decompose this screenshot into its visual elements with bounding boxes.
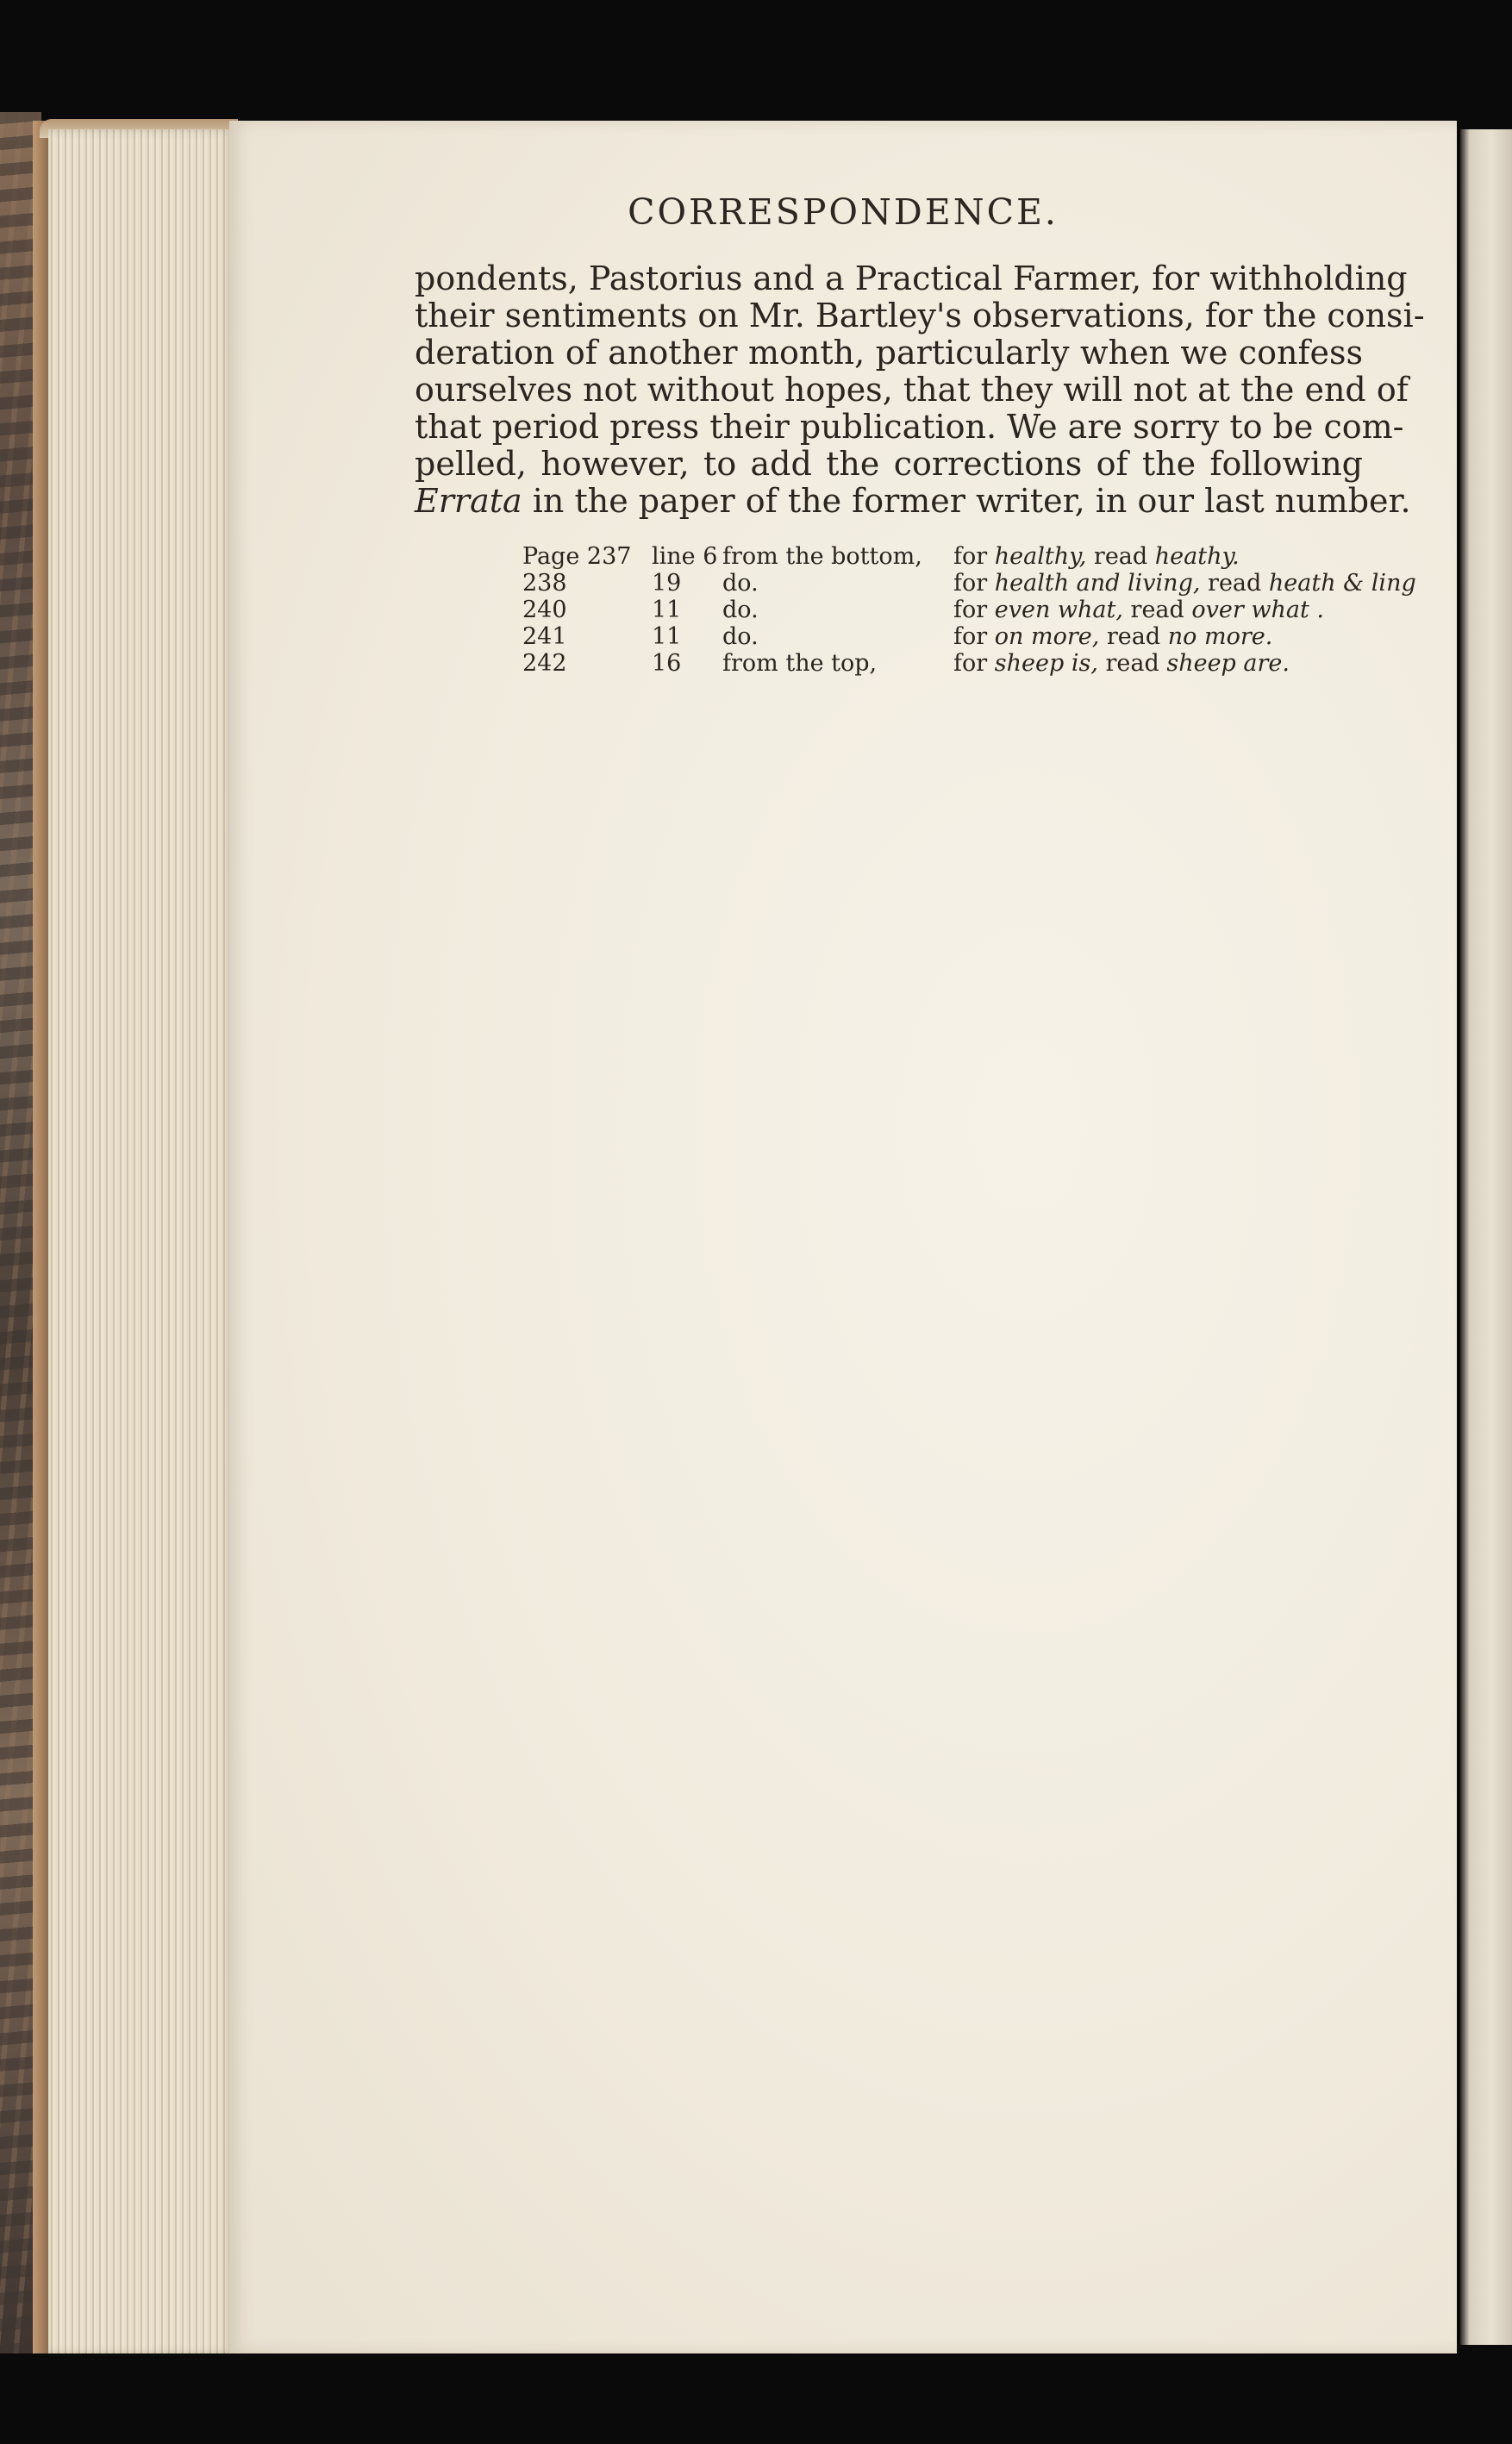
errata-page: 241 (522, 623, 567, 650)
errata-italic: sheep are. (1166, 650, 1290, 677)
errata-row (522, 543, 1384, 570)
errata-italic: healthy, (994, 543, 1087, 570)
errata-line: 19 (652, 570, 682, 597)
body-line: deration of another month, particularly when we confess (415, 334, 1363, 372)
body-line: their sentiments on Mr. Bartley's observations, for the consi- (415, 297, 1425, 334)
errata-position: from the bottom, (722, 543, 922, 570)
book-page (229, 121, 1457, 2353)
errata-row (522, 623, 1384, 650)
errata-italic: even what, (994, 597, 1123, 623)
errata-correction: for sheep is, read sheep are. (953, 650, 1290, 677)
errata-page: 238 (522, 570, 567, 597)
running-head: CORRESPONDENCE. (628, 191, 1059, 233)
body-line: pondents, Pastorius and a Practical Farmer, for withholding (415, 259, 1408, 297)
body-paragraph (415, 259, 1425, 520)
errata-row (522, 597, 1384, 623)
body-line-last (415, 482, 1411, 520)
errata-correction: for health and living, read heath & ling (953, 570, 1416, 597)
errata-italic: on more, (994, 623, 1100, 650)
errata-position: do. (722, 623, 759, 650)
errata-table (522, 543, 1416, 677)
errata-line: 16 (652, 650, 682, 677)
errata-page: Page 237 (522, 543, 632, 570)
errata-italic: over what . (1191, 597, 1324, 623)
errata-row (522, 650, 1384, 677)
body-line-rest: in the paper of the former writer, in our last number. (532, 482, 1411, 520)
errata-page: 240 (522, 597, 567, 623)
errata-italic: heathy. (1154, 543, 1240, 570)
errata-correction: for healthy, read heathy. (953, 543, 1240, 570)
errata-position: do. (722, 597, 759, 623)
errata-word: Errata (415, 482, 522, 520)
errata-italic: health and living, (994, 570, 1201, 597)
body-line: ourselves not without hopes, that they will not at the end of (415, 371, 1409, 409)
errata-line: 11 (652, 623, 682, 650)
page-edges (48, 129, 234, 2353)
errata-italic: sheep is, (994, 650, 1098, 677)
errata-line: line 6 (652, 543, 718, 570)
show-through-text (415, 681, 1363, 1802)
errata-italic: no more. (1167, 623, 1273, 650)
errata-line: 11 (652, 597, 682, 623)
body-line: pelled, however, to add the corrections of the following (415, 445, 1363, 483)
errata-page: 242 (522, 650, 567, 677)
errata-position: do. (722, 570, 759, 597)
errata-italic: heath & ling (1268, 570, 1416, 597)
errata-position: from the top, (722, 650, 878, 677)
body-line: that period press their publication. We are sorry to be com- (415, 408, 1404, 446)
errata-correction: for even what, read over what . (953, 597, 1324, 623)
errata-row (522, 570, 1416, 597)
errata-correction: for on more, read no more. (953, 623, 1273, 650)
facing-page-edge (1460, 129, 1512, 2345)
